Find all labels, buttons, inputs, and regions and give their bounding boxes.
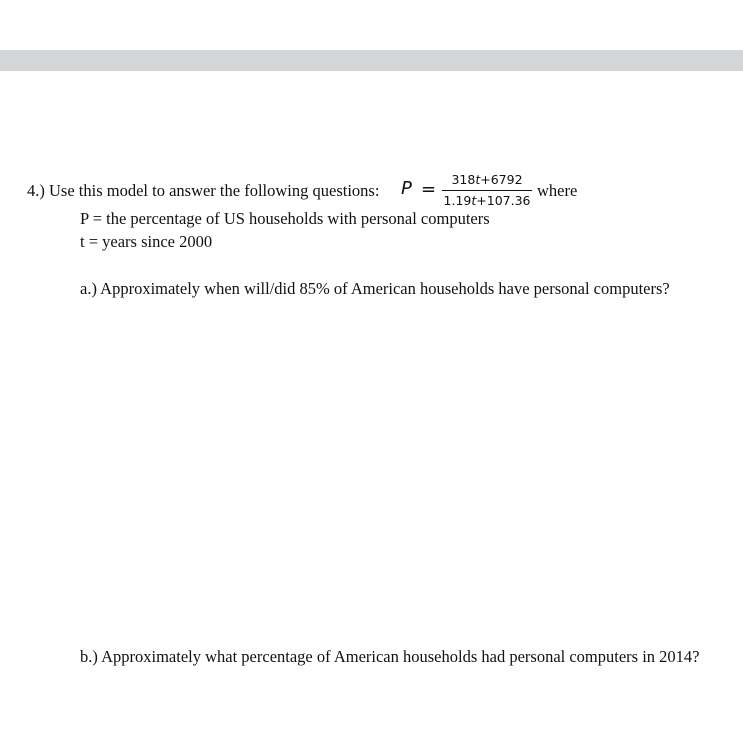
question-intro-text: Use this model to answer the following questions: — [49, 181, 380, 200]
denominator-var: t — [471, 193, 477, 208]
fraction-bar — [442, 190, 532, 191]
formula-denominator — [442, 193, 532, 209]
denominator-coef: 1.19 — [443, 193, 472, 208]
numerator-coef: 318 — [451, 172, 476, 187]
numerator-const: +6792 — [480, 172, 523, 187]
part-b-question: b.) Approximately what percentage of American households had personal computers in 2014? — [80, 647, 700, 666]
formula-equals: = — [421, 179, 437, 200]
part-a-question: a.) Approximately when will/did 85% of American households have personal computers? — [80, 279, 670, 298]
numerator-var: t — [475, 172, 481, 187]
formula-lhs: P — [401, 178, 412, 199]
where-word: where — [537, 181, 578, 200]
denominator-const: +107.36 — [476, 193, 531, 208]
definition-p: P = the percentage of US households with personal computers — [80, 209, 490, 228]
top-gray-bar — [0, 50, 743, 71]
formula-numerator — [442, 172, 532, 188]
definition-t: t = years since 2000 — [80, 232, 213, 251]
question-intro — [27, 181, 379, 201]
question-number: 4.) — [27, 181, 45, 200]
